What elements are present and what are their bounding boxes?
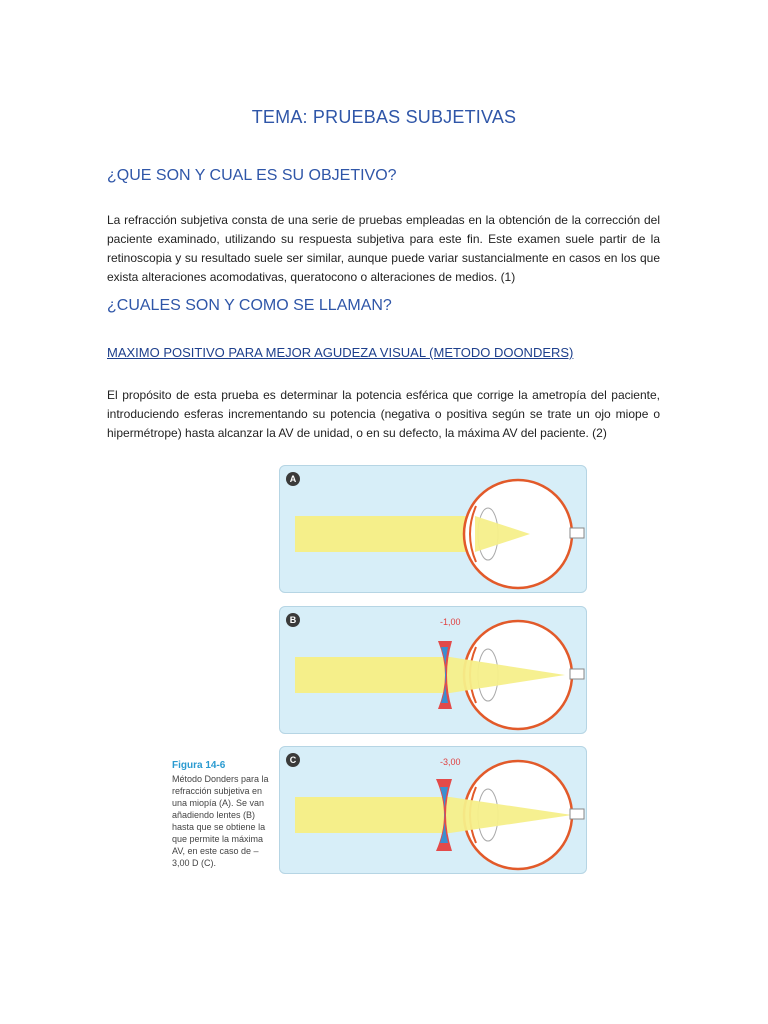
panel-badge-a: A	[286, 472, 300, 486]
light-beam	[295, 797, 450, 833]
optic-nerve	[570, 669, 584, 679]
panel-badge-b: B	[286, 613, 300, 627]
section-heading-objective: ¿QUE SON Y CUAL ES SU OBJETIVO?	[107, 167, 397, 184]
panel-badge-c: C	[286, 753, 300, 767]
eye-diagram-c	[280, 747, 586, 873]
light-beam	[295, 657, 450, 693]
paragraph-objective: La refracción subjetiva consta de una serie de pruebas empleadas en la obtención de la corrección del paciente examinado, utilizando su respuesta subjetiva para este fin. Este examen suele partir de la retinoscopia y su resultado suele ser similar, aunque puede variar sustancialmente en casos en los que exista alteraciones acomodativas, queratocono o alteraciones de medios. (1)	[107, 213, 660, 284]
figure-panel-c	[279, 746, 587, 874]
optic-nerve	[570, 528, 584, 538]
page-title: TEMA: PRUEBAS SUBJETIVAS	[251, 107, 517, 127]
eye-diagram-a	[280, 466, 586, 592]
lens-power-label-c: -3,00	[440, 757, 461, 767]
figure-caption	[172, 760, 272, 869]
subheading-donders: MAXIMO POSITIVO PARA MEJOR AGUDEZA VISUAL (METODO DOONDERS)	[107, 345, 574, 360]
figure-caption-text: Método Donders para la refracción subjetiva en una miopía (A). Se van añadiendo lentes (B) hasta que se obtiene la que permite la máxima AV, en este caso de –3,00 D (C).	[172, 774, 269, 868]
figure-caption-title: Figura 14-6	[172, 760, 226, 771]
section-heading-tests: ¿CUALES SON Y COMO SE LLAMAN?	[107, 297, 392, 314]
paragraph-donders: El propósito de esta prueba es determinar la potencia esférica que corrige la ametropía del paciente, introduciendo esferas incrementando su potencia (negativa o positiva según se trate un ojo miope o hipermétrope) hasta alcanzar la AV de unidad, o en su defecto, la máxima AV del paciente. (2)	[107, 388, 660, 440]
optic-nerve	[570, 809, 584, 819]
figure-panel-a	[279, 465, 587, 593]
lens-power-label-b: -1,00	[440, 617, 461, 627]
eye-diagram-b	[280, 607, 586, 733]
figure-panel-b	[279, 606, 587, 734]
